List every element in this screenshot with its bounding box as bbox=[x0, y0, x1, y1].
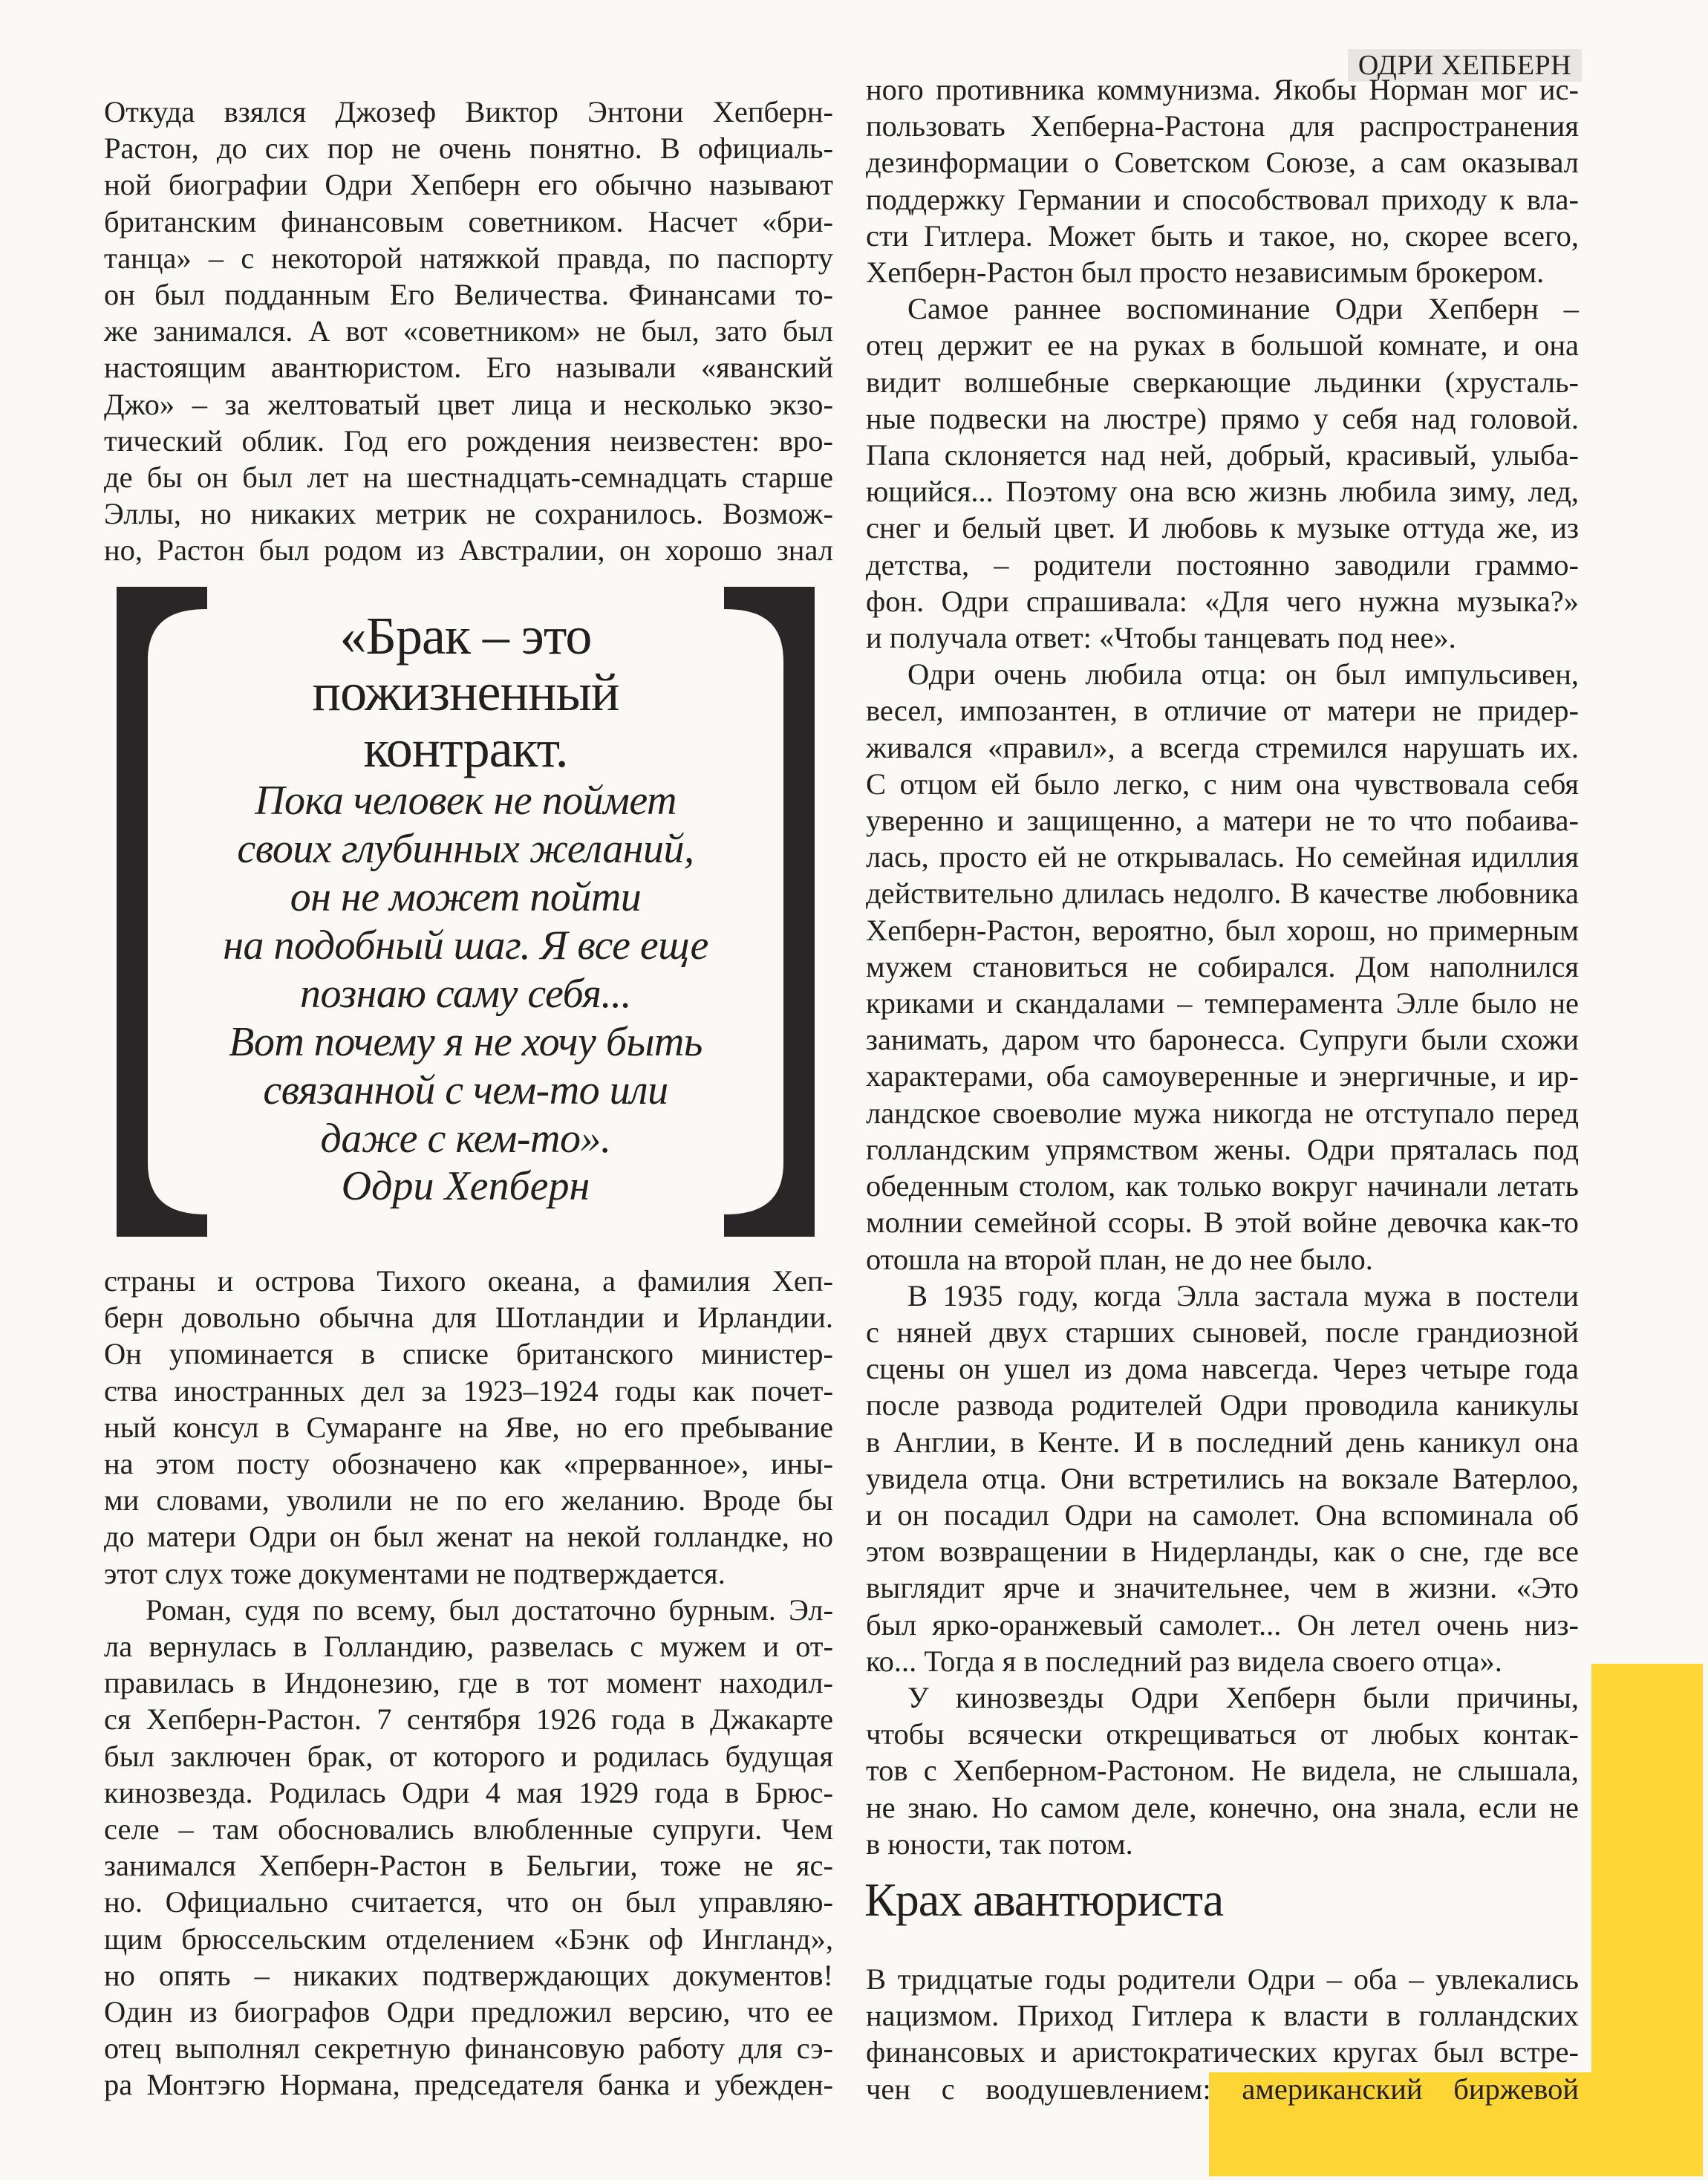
text-line: С отцом ей было легко, с ним она чувствовала себя bbox=[866, 767, 1579, 801]
left-column-bottom bbox=[104, 1263, 833, 2103]
right-column bbox=[866, 71, 1579, 1862]
text-line: Роман, судя по всему, был достаточно бурным. Эл- bbox=[146, 1592, 833, 1627]
text-line: в юности, так потом. bbox=[866, 1826, 1133, 1861]
text-line: Растон, до сих пор не очень понятно. В официаль- bbox=[104, 131, 833, 166]
text-line: Один из биографов Одри предложил версию, что ее bbox=[104, 1995, 833, 2029]
text-line: отец держит ее на руках в большой комнате, и она bbox=[866, 328, 1579, 362]
text-line: отец выполнял секретную финансовую работу для сэ- bbox=[104, 2031, 833, 2066]
text-line: ландское своеволие мужа никогда не отступало перед bbox=[866, 1096, 1579, 1130]
text-line: Папа склоняется над ней, добрый, красивый, улыба- bbox=[866, 438, 1579, 472]
text-line: выглядит ярче и значительнее, чем в жизни. «Это bbox=[866, 1571, 1579, 1605]
quote-line: на подобный шаг. Я все еще bbox=[223, 923, 708, 969]
paragraph bbox=[866, 71, 1579, 290]
text-line: в Англии, в Кенте. И в последний день каникул она bbox=[866, 1425, 1579, 1459]
text-line: молнии семейной ссоры. В этой войне девочка как-то bbox=[866, 1205, 1579, 1240]
text-line: берн довольно обычна для Шотландии и Ирландии. bbox=[104, 1301, 833, 1335]
quote-line: Вот почему я не хочу быть bbox=[229, 1019, 703, 1065]
text-line: нацизмом. Приход Гитлера к власти в голландских bbox=[866, 1999, 1579, 2033]
section-paragraph bbox=[866, 1961, 1579, 2107]
text-line: уверенно и защищенно, а матери не то что побаива- bbox=[866, 804, 1579, 838]
text-line: занимать, даром что баронесса. Супруги были схожи bbox=[866, 1023, 1579, 1057]
paragraph bbox=[866, 1679, 1579, 1862]
text-line: и получала ответ: «Чтобы танцевать под нее». bbox=[866, 621, 1456, 655]
text-line: поддержку Германии и способствовал приходу к вла- bbox=[866, 182, 1579, 216]
text-line: ного противника коммунизма. Якобы Норман мог ис- bbox=[866, 73, 1579, 106]
text-line: британским финансовым советником. Насчет «бри- bbox=[104, 204, 833, 238]
text-line: кинозвезда. Родилась Одри 4 мая 1929 года в Брюс- bbox=[104, 1775, 833, 1809]
text-line: не знаю. Но самом деле, конечно, она знала, если не bbox=[866, 1790, 1579, 1824]
quote-line: своих глубинных желаний, bbox=[237, 826, 694, 872]
text-line: В 1935 году, когда Элла застала мужа в постели bbox=[907, 1278, 1579, 1312]
text-line: и он посадил Одри на самолет. Она вспоминала об bbox=[866, 1497, 1579, 1532]
text-line: весел, импозантен, в отличие от матери не придер- bbox=[866, 694, 1579, 728]
pull-quote-text bbox=[161, 608, 770, 1209]
text-line: Хепберн-Растон, вероятно, был хорош, но примерным bbox=[866, 913, 1579, 947]
text-line: криками и скандалами – темперамента Элле было не bbox=[866, 986, 1579, 1021]
text-line: де бы он был лет на шестнадцать-семнадцать старше bbox=[104, 461, 833, 495]
text-line: но, Растон был родом из Австралии, он хорошо знал bbox=[104, 533, 833, 567]
text-line: с няней двух старших сыновей, после грандиозной bbox=[866, 1315, 1579, 1349]
text-line: лась, просто ей не открывалась. Но семейная идиллия bbox=[866, 840, 1579, 874]
pull-quote-author: Одри Хепберн bbox=[341, 1163, 590, 1209]
quote-line: «Брак – это bbox=[339, 606, 592, 666]
text-line: ла вернулась в Голландию, развелась с мужем и от- bbox=[104, 1630, 833, 1664]
text-line: увидела отца. Они встретились на вокзале Ватерлоо, bbox=[866, 1461, 1579, 1495]
text-line: щим брюссельским отделением «Бэнк оф Ингланд», bbox=[104, 1922, 833, 1956]
text-line: ной биографии Одри Хепберн его обычно называют bbox=[104, 168, 833, 202]
text-line: Хепберн-Растон был просто независимым брокером. bbox=[866, 256, 1545, 290]
text-line: видит волшебные сверкающие льдинки (хрусталь- bbox=[866, 365, 1579, 399]
paragraph bbox=[866, 1278, 1579, 1679]
text-line: ства иностранных дел за 1923–1924 годы как почет- bbox=[104, 1373, 833, 1408]
quote-line: познаю саму себя... bbox=[300, 971, 631, 1017]
text-line: Эллы, но никаких метрик не сохранилось. Возмож- bbox=[104, 497, 833, 531]
text-line: страны и острова Тихого океана, а фамилия Хеп- bbox=[104, 1264, 833, 1298]
text-line: В тридцатые годы родители Одри – оба – увлекались bbox=[866, 1962, 1579, 1996]
quote-line: Пока человек не поймет bbox=[255, 778, 677, 824]
text-line: был ярко-оранжевый самолет... Он летел очень низ- bbox=[866, 1607, 1579, 1641]
text-line: тический облик. Год его рождения неизвестен: вро- bbox=[104, 423, 833, 458]
text-line: после развода родителей Одри проводила каникулы bbox=[866, 1388, 1579, 1422]
text-line: но. Официально считается, что он был управляю- bbox=[104, 1885, 833, 1919]
pull-quote-body bbox=[161, 777, 770, 1163]
text-line: детства, – родители постоянно заводили граммо- bbox=[866, 547, 1579, 582]
text-line: занимался Хепберн-Растон в Бельгии, тоже не яс- bbox=[104, 1849, 833, 1883]
quote-line: даже с кем-то». bbox=[320, 1116, 611, 1162]
text-line: мужем становиться не собирался. Дом наполнился bbox=[866, 949, 1579, 983]
text-line: селе – там обосновались влюбленные супруги. Чем bbox=[104, 1812, 833, 1847]
text-line: ко... Тогда я в последний раз видела своего отца». bbox=[866, 1644, 1502, 1678]
text-line: но опять – никаких подтверждающих документов! bbox=[104, 1958, 833, 1992]
text-line: тов с Хепберном-Растоном. Не видела, не слышала, bbox=[866, 1754, 1579, 1788]
text-line: на этом посту обозначено как «прерванное», ины- bbox=[104, 1447, 833, 1481]
text-line: У кинозвезды Одри Хепберн были причины, bbox=[907, 1680, 1579, 1714]
text-line: отошла на второй план, не до нее было. bbox=[866, 1242, 1373, 1276]
text-line: финансовых и аристократических кругах был встре- bbox=[866, 2035, 1579, 2069]
quote-line: связанной с чем-то или bbox=[263, 1067, 668, 1113]
text-line: этом возвращении в Нидерланды, как о сне, где все bbox=[866, 1535, 1579, 1569]
text-line: же занимался. А вот «советником» не был, зато был bbox=[104, 314, 833, 348]
text-line: Откуда взялся Джозеф Виктор Энтони Хепберн- bbox=[104, 95, 833, 128]
text-line: ра Монтэгю Нормана, председателя банка и убежден- bbox=[104, 2068, 833, 2102]
text-line: чен с воодушевлением: американский биржевой bbox=[866, 2072, 1579, 2106]
paragraph bbox=[104, 1263, 833, 1592]
text-line: характерами, оба самоуверенные и энергичные, и ир- bbox=[866, 1059, 1579, 1093]
pull-quote-lead bbox=[161, 608, 770, 777]
text-line: сти Гитлера. Может быть и такое, но, скорее всего, bbox=[866, 218, 1579, 253]
text-line: пользовать Хепберна-Растона для распространения bbox=[866, 109, 1579, 143]
text-line: Самое раннее воспоминание Одри Хепберн – bbox=[907, 292, 1579, 326]
text-line: обеденным столом, как только вокруг начинали летать bbox=[866, 1169, 1579, 1203]
text-line: ные подвески на люстре) прямо у себя над головой. bbox=[866, 401, 1579, 435]
quote-line: он не может пойти bbox=[290, 874, 642, 920]
text-line: до матери Одри он был женат на некой голландке, но bbox=[104, 1520, 833, 1554]
text-line: дезинформации о Советском Союзе, а сам оказывал bbox=[866, 146, 1579, 180]
running-head: ОДРИ ХЕПБЕРН bbox=[1348, 49, 1582, 82]
text-line: танца» – с некоторой натяжкой правда, по паспорту bbox=[104, 241, 833, 275]
text-line: был заключен брак, от которого и родилась будущая bbox=[104, 1739, 833, 1773]
text-line: Джо» – за желтоватый цвет лица и несколько экзо- bbox=[104, 387, 833, 421]
text-line: настоящим авантюристом. Его называли «яванский bbox=[104, 351, 833, 385]
text-line: Он упоминается в списке британского министер- bbox=[104, 1337, 833, 1371]
text-line: правилась в Индонезию, где в тот момент находил- bbox=[104, 1666, 833, 1700]
text-line: фон. Одри спрашивала: «Для чего нужна музыка?» bbox=[866, 584, 1579, 618]
text-line: живался «правил», а всегда стремился нарушать их. bbox=[866, 730, 1579, 764]
quote-line: контракт. bbox=[363, 719, 568, 778]
text-line: ющийся... Поэтому она всю жизнь любила зиму, лед, bbox=[866, 475, 1579, 509]
text-line: ся Хепберн-Растон. 7 сентября 1926 года в Джакарте bbox=[104, 1702, 833, 1737]
left-column-top bbox=[104, 94, 833, 569]
text-line: ми словами, уволили не по его желанию. Вроде бы bbox=[104, 1483, 833, 1517]
text-line: ный консул в Сумаранге на Яве, но его пребывание bbox=[104, 1410, 833, 1444]
paragraph bbox=[104, 1592, 833, 2103]
text-line: сцены он ушел из дома навсегда. Через четыре года bbox=[866, 1352, 1579, 1386]
text-line: он был подданным Его Величества. Финансами то- bbox=[104, 278, 833, 312]
text-line: снег и белый цвет. И любовь к музыке оттуда же, из bbox=[866, 511, 1579, 545]
quote-line: пожизненный bbox=[312, 663, 619, 722]
text-line: голландским упрямством жены. Одри пряталась под bbox=[866, 1132, 1579, 1166]
section-heading: Крах авантюриста bbox=[864, 1873, 1224, 1926]
text-line: действительно длилась недолго. В качестве любовника bbox=[866, 876, 1579, 911]
pull-quote bbox=[117, 587, 815, 1237]
paragraph bbox=[866, 656, 1579, 1277]
text-line: Одри очень любила отца: он был импульсивен, bbox=[907, 657, 1579, 692]
text-line: этот слух тоже документами не подтверждается. bbox=[104, 1556, 726, 1590]
paragraph bbox=[866, 290, 1579, 656]
text-line: чтобы всячески открещиваться от любых контак- bbox=[866, 1717, 1579, 1751]
